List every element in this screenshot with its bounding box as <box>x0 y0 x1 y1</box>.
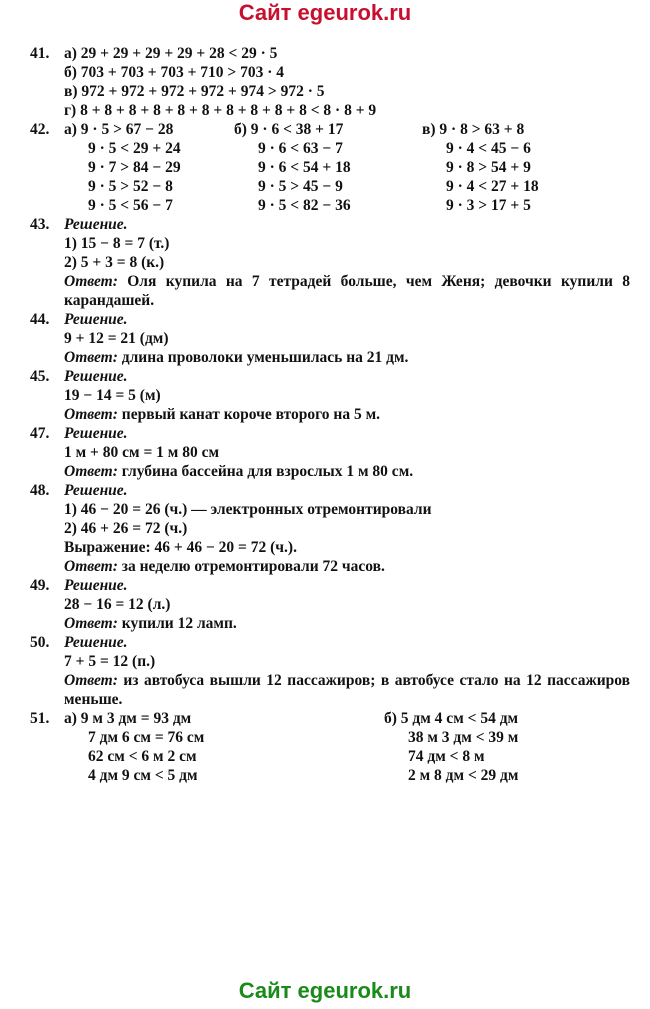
task-41-line-g: г) 8 + 8 + 8 + 8 + 8 + 8 + 8 + 8 + 8 + 8 < 8 · 8 + 9 <box>64 102 377 119</box>
task-42 <box>30 120 630 215</box>
task-number: 41. <box>30 45 50 62</box>
task-number: 51. <box>30 710 50 727</box>
task-45-heading: 45. Решение. <box>30 368 128 385</box>
task-41-line-b: б) 703 + 703 + 703 + 710 > 703 · 4 <box>64 64 285 81</box>
task-49-heading: 49. Решение. <box>30 577 128 594</box>
task-number: 42. <box>30 121 50 138</box>
solutions-content <box>30 44 630 785</box>
task-number: 50. <box>30 634 50 651</box>
task-51 <box>30 709 630 785</box>
task-45-answer: Ответ: первый канат короче второго на 5 м. <box>64 406 381 423</box>
task-50-answer: Ответ: из автобуса вышли 12 пассажиров; в автобусе стало на 12 пассажиров меньше. <box>64 672 630 708</box>
task-51-column-b: б) 5 дм 4 см < 54 дм 38 м 3 дм < 39 м 74 дм < 8 м 2 м 8 дм < 29 дм <box>384 710 519 784</box>
task-43-answer: Ответ: Оля купила на 7 тетрадей больше, чем Женя; девочки купили 8 карандашей. <box>64 273 630 309</box>
task-50-heading: 50. Решение. <box>30 634 128 651</box>
task-42-column-b: б) 9 · 6 < 38 + 17 9 · 6 < 63 − 7 9 · 6 < 54 + 18 9 · 5 > 45 − 9 9 · 5 < 82 − 36 <box>234 121 351 214</box>
task-47-answer: Ответ: глубина бассейна для взрослых 1 м 80 см. <box>64 463 414 480</box>
task-48-heading: 48. Решение. <box>30 482 128 499</box>
task-47-heading: 47. Решение. <box>30 425 128 442</box>
task-49-step-1: 28 − 16 = 12 (л.) <box>64 596 171 613</box>
task-48-expression: Выражение: 46 + 46 − 20 = 72 (ч.). <box>64 539 297 556</box>
task-43-heading: 43. Решение. <box>30 216 128 233</box>
task-number: 43. <box>30 216 50 233</box>
site-footer[interactable]: Сайт egeurok.ru <box>238 978 412 1003</box>
task-43-step-2: 2) 5 + 3 = 8 (к.) <box>64 254 165 271</box>
task-number: 47. <box>30 425 50 442</box>
task-44-answer: Ответ: длина проволоки уменьшилась на 21 дм. <box>64 349 409 366</box>
task-45-step-1: 19 − 14 = 5 (м) <box>64 387 161 404</box>
site-header[interactable]: Сайт egeurok.ru <box>238 0 412 25</box>
task-47-step-1: 1 м + 80 см = 1 м 80 см <box>64 444 220 461</box>
task-44-heading: 44. Решение. <box>30 311 128 328</box>
task-number: 44. <box>30 311 50 328</box>
task-49-answer: Ответ: купили 12 ламп. <box>64 615 237 632</box>
task-42-column-v: в) 9 · 8 > 63 + 8 9 · 4 < 45 − 6 9 · 8 > 54 + 9 9 · 4 < 27 + 18 9 · 3 > 17 + 5 <box>422 121 539 214</box>
task-48-answer: Ответ: за неделю отремонтировали 72 часов. <box>64 558 385 575</box>
task-44-step-1: 9 + 12 = 21 (дм) <box>64 330 169 347</box>
task-41-line-a: 41. а) 29 + 29 + 29 + 29 + 28 < 29 · 5 <box>30 45 278 62</box>
task-number: 45. <box>30 368 50 385</box>
task-50-step-1: 7 + 5 = 12 (п.) <box>64 653 156 670</box>
task-41-line-v: в) 972 + 972 + 972 + 972 + 974 > 972 · 5 <box>64 83 325 100</box>
task-48-step-2: 2) 46 + 26 = 72 (ч.) <box>64 520 188 537</box>
task-42-column-a: а) 9 · 5 > 67 − 28 9 · 5 < 29 + 24 9 · 7 > 84 − 29 9 · 5 > 52 − 8 9 · 5 < 56 − 7 <box>64 121 181 214</box>
task-43-step-1: 1) 15 − 8 = 7 (т.) <box>64 235 170 252</box>
task-number: 49. <box>30 577 50 594</box>
task-48-step-1: 1) 46 − 20 = 26 (ч.) — электронных отремонтировали <box>64 501 432 518</box>
task-number: 48. <box>30 482 50 499</box>
task-51-column-a: а) 9 м 3 дм = 93 дм 7 дм 6 см = 76 см 62 см < 6 м 2 см 4 дм 9 см < 5 дм <box>64 710 205 784</box>
